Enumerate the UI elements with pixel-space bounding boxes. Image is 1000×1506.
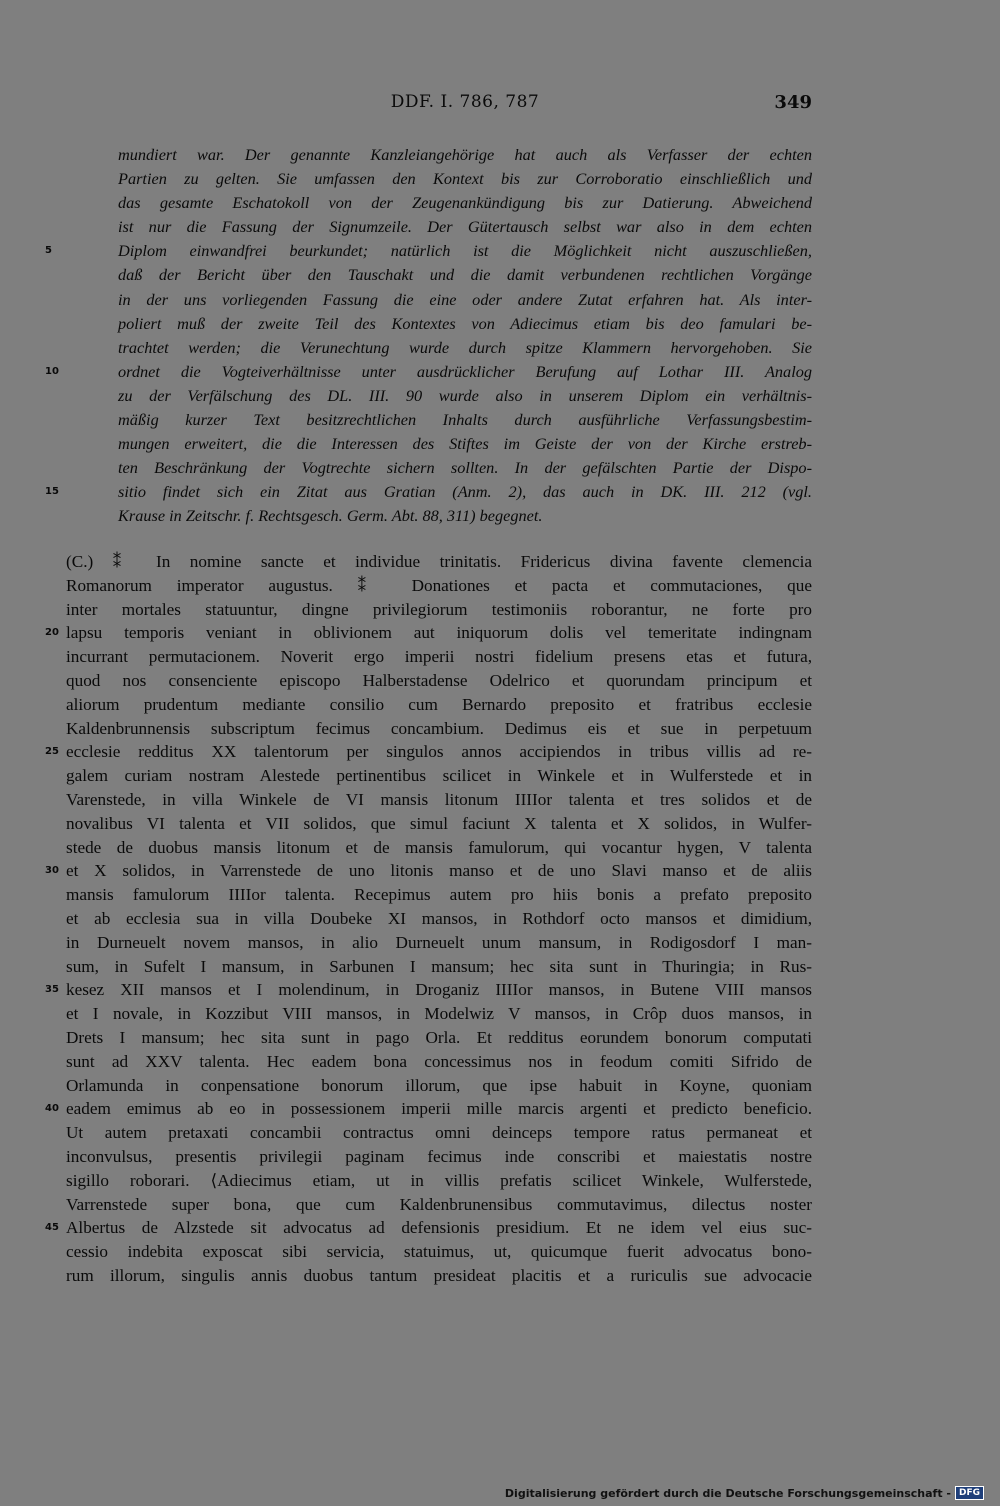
charter-line-text: Kaldenbrunnensis subscriptum fecimus concambium. Dedimus eis et sue in perpetuum bbox=[66, 718, 812, 738]
charter-line-text: inconvulsus, presentis privilegii paginam fecimus inde conscribi et maiestatis nostre bbox=[66, 1146, 812, 1166]
footer-text: Digitalisierung gefördert durch die Deutsche Forschungsgemeinschaft - bbox=[504, 1486, 951, 1500]
commentary-line-text: ist nur die Fassung der Signumzeile. Der Gütertausch selbst war also in dem echten bbox=[118, 217, 812, 237]
commentary-line bbox=[118, 143, 812, 167]
charter-line-text: (C.) ⁑ In nomine sancte et individue trinitatis. Fridericus divina favente clemencia bbox=[66, 552, 812, 571]
charter-line-text: lapsu temporis veniant in oblivionem aut iniquorum dolis vel temeritate indingnam bbox=[66, 623, 812, 643]
charter-line bbox=[45, 859, 812, 883]
charter-line bbox=[66, 836, 812, 860]
charter-line bbox=[66, 764, 812, 788]
charter-line bbox=[66, 1145, 812, 1169]
commentary-line bbox=[118, 336, 812, 360]
commentary-line-text: Diplom einwandfrei beurkundet; natürlich ist die Möglichkeit nicht auszuschließen, bbox=[118, 241, 812, 261]
commentary-line bbox=[118, 288, 812, 312]
charter-line-text: sigillo roborari. ⟨Adiecimus etiam, ut in villis prefatis scilicet Winkele, Wulferstede, bbox=[66, 1170, 812, 1190]
commentary-line bbox=[118, 263, 812, 287]
commentary-line-text: ordnet die Vogteiverhältnisse unter ausdrücklicher Berufung auf Lothar III. Analog bbox=[118, 361, 812, 381]
line-number: 35 bbox=[45, 984, 59, 996]
charter-line bbox=[66, 907, 812, 931]
charter-line bbox=[66, 645, 812, 669]
commentary-line bbox=[118, 215, 812, 239]
charter-line-text: galem curiam nostram Alestede pertinentibus scilicet in Winkele et in Wulferstede et in bbox=[66, 766, 812, 786]
charter-line-text: kesez XII mansos et I molendinum, in Droganiz IIIIor mansos, in Butene VIII mansos bbox=[66, 980, 812, 1000]
commentary-line bbox=[118, 432, 812, 456]
charter-line bbox=[45, 621, 812, 645]
line-number: 40 bbox=[45, 1103, 59, 1115]
charter-line-text: et ab ecclesia sua in villa Doubeke XI mansos, in Rothdorf octo mansos et dimidium, bbox=[66, 908, 812, 928]
charter-line bbox=[45, 740, 812, 764]
charter-line-text: et I novale, in Kozzibut VIII mansos, in Modelwiz V mansos, in Crôp duos mansos, in bbox=[66, 1004, 812, 1024]
charter-line-text: Drets I mansum; hec sita sunt in pago Orla. Et redditus eorundem bonorum computati bbox=[66, 1027, 812, 1047]
charter-line bbox=[66, 1169, 812, 1193]
charter-line-text: Orlamunda in conpensatione bonorum illorum, que ipse habuit in Koyne, quoniam bbox=[66, 1075, 812, 1095]
commentary-line bbox=[118, 456, 812, 480]
commentary-line-text: ten Beschränkung der Vogtrechte sichern sollten. In der gefälschten Partie der Dispo- bbox=[118, 458, 812, 478]
commentary-line-text: Partien zu gelten. Sie umfassen den Kontext bis zur Corroboratio einschließlich und bbox=[118, 169, 812, 189]
commentary-line bbox=[118, 408, 812, 432]
charter-line bbox=[45, 1216, 812, 1240]
charter-line-text: sum, in Sufelt I mansum, in Sarbunen I mansum; hec sita sunt in Thuringia; in Rus- bbox=[66, 956, 812, 976]
charter-line-text: Albertus de Alzstede sit advocatus ad defensionis presidium. Et ne idem vel eius suc- bbox=[66, 1218, 812, 1238]
charter-line-text: novalibus VI talenta et VII solidos, que simul faciunt X talenta et X solidos, in Wulfer- bbox=[66, 813, 812, 833]
charter-line bbox=[66, 1002, 812, 1026]
commentary-line-text: zu der Verfälschung des DL. III. 90 wurde also in unserem Diplom ein verhältnis- bbox=[118, 385, 812, 405]
line-number: 25 bbox=[45, 746, 59, 758]
charter-line-text: in Durneuelt novem mansos, in alio Durneuelt unum mansum, in Rodigosdorf I man- bbox=[66, 932, 812, 952]
charter-line-text: Varenstede, in villa Winkele de VI mansis litonum IIIIor talenta et tres solidos et de bbox=[66, 789, 812, 809]
line-number: 20 bbox=[45, 627, 59, 639]
commentary-line bbox=[45, 239, 812, 263]
charter-line bbox=[66, 598, 812, 622]
commentary-line-text: trachtet werden; die Verunechtung wurde durch spitze Klammern hervorgehoben. Sie bbox=[118, 337, 812, 357]
commentary-line-text: mäßig kurzer Text besitzrechtlichen Inhalts durch ausführliche Verfassungsbestim- bbox=[118, 410, 812, 430]
charter-line bbox=[66, 574, 812, 598]
charter-line-text: ecclesie redditus XX talentorum per singulos annos accipiendos in tribus villis ad re- bbox=[66, 742, 812, 762]
page-header bbox=[118, 92, 812, 118]
charter-line-text: quod nos consenciente episcopo Halberstadense Odelrico et quorundam principum et bbox=[66, 670, 812, 690]
charter-line-text: stede de duobus mansis litonum et de mansis famulorum, qui vocantur hygen, V talenta bbox=[66, 837, 812, 857]
commentary-line-text: sitio findet sich ein Zitat aus Gratian (Anm. 2), das auch in DK. III. 212 (vgl. bbox=[118, 482, 812, 502]
commentary-line-text: in der uns vorliegenden Fassung die eine oder andere Zutat erfahren hat. Als inter- bbox=[118, 289, 812, 309]
charter-line-text: Ut autem pretaxati concambii contractus omni deinceps tempore ratus permaneat et bbox=[66, 1123, 812, 1143]
charter-line bbox=[66, 1121, 812, 1145]
charter-line bbox=[66, 883, 812, 907]
commentary-line bbox=[118, 504, 812, 528]
charter-line bbox=[66, 717, 812, 741]
charter-line bbox=[45, 978, 812, 1002]
charter-line bbox=[66, 550, 812, 574]
page-number: 349 bbox=[774, 92, 812, 113]
line-number: 5 bbox=[45, 245, 52, 257]
charter-line bbox=[66, 955, 812, 979]
charter-line-text: cessio indebita exposcat sibi servicia, statuimus, ut, quicumque fuerit advocatus bono- bbox=[66, 1242, 812, 1262]
charter-line bbox=[66, 931, 812, 955]
charter-line-text: sunt ad XXV talenta. Hec eadem bona concessimus nos in feodum comiti Sifrido de bbox=[66, 1051, 812, 1071]
charter-line bbox=[66, 1240, 812, 1264]
commentary-line bbox=[118, 167, 812, 191]
charter-line-text: rum illorum, singulis annis duobus tantum presideat placitis et a ruriculis sue advocacie bbox=[66, 1265, 812, 1285]
charter-line-text: Romanorum imperator augustus. ⁑ Donationes et pacta et commutaciones, que bbox=[66, 575, 812, 595]
commentary-line-text: mundiert war. Der genannte Kanzleiangehörige hat auch als Verfasser der echten bbox=[118, 145, 812, 164]
dfg-logo-icon: DFG bbox=[955, 1486, 984, 1500]
charter-line bbox=[66, 693, 812, 717]
commentary-line-text: mungen erweitert, die die Interessen des Stiftes im Geiste der von der Kirche erstreb- bbox=[118, 434, 812, 454]
commentary-line bbox=[118, 384, 812, 408]
charter-line-text: mansis famulorum IIIIor talenta. Recepimus autem pro hiis bonis a prefato preposito bbox=[66, 885, 812, 905]
line-number: 15 bbox=[45, 486, 59, 498]
charter-line-text: inter mortales statuuntur, dingne privilegiorum testimoniis roborantur, ne forte pro bbox=[66, 599, 812, 619]
running-title: DDF. I. 786, 787 bbox=[390, 92, 540, 112]
charter-line bbox=[66, 812, 812, 836]
commentary-line-text: Krause in Zeitschr. f. Rechtsgesch. Germ. Abt. 88, 311) begegnet. bbox=[118, 506, 543, 526]
charter-line bbox=[66, 1264, 812, 1288]
commentary-line bbox=[118, 312, 812, 336]
line-number: 10 bbox=[45, 365, 59, 377]
commentary-block bbox=[45, 143, 812, 529]
charter-line bbox=[66, 788, 812, 812]
commentary-line-text: poliert muß der zweite Teil des Kontextes von Adiecimus etiam bis deo famulari be- bbox=[118, 313, 812, 333]
commentary-line bbox=[45, 480, 812, 504]
charter-line bbox=[66, 1050, 812, 1074]
line-number: 30 bbox=[45, 865, 59, 877]
charter-line bbox=[66, 1026, 812, 1050]
charter-line-text: aliorum prudentum mediante consilio cum Bernardo preposito et fratribus ecclesie bbox=[66, 694, 812, 714]
charter-line bbox=[66, 1074, 812, 1098]
commentary-line bbox=[118, 191, 812, 215]
charter-line-text: et X solidos, in Varrenstede de uno litonis manso et de uno Slavi manso et de aliis bbox=[66, 861, 812, 881]
charter-line bbox=[45, 1097, 812, 1121]
commentary-line bbox=[45, 360, 812, 384]
charter-line bbox=[66, 669, 812, 693]
charter-line-text: eadem emimus ab eo in possessionem imperii mille marcis argenti et predicto beneficio. bbox=[66, 1099, 812, 1119]
charter-text-block bbox=[45, 550, 812, 1288]
line-number: 45 bbox=[45, 1222, 59, 1234]
charter-line bbox=[66, 1193, 812, 1217]
footer-credit bbox=[505, 1486, 984, 1500]
commentary-line-text: daß der Bericht über den Tauschakt und die damit verbundenen rechtlichen Vorgänge bbox=[118, 265, 812, 285]
charter-line-text: incurrant permutacionem. Noverit ergo imperii nostri fidelium presens etas et futura, bbox=[66, 647, 812, 667]
charter-line-text: Varrenstede super bona, que cum Kaldenbrunensibus commutavimus, dilectus noster bbox=[66, 1194, 812, 1214]
commentary-line-text: das gesamte Eschatokoll von der Zeugenankündigung bis zur Datierung. Abweichend bbox=[118, 193, 812, 213]
